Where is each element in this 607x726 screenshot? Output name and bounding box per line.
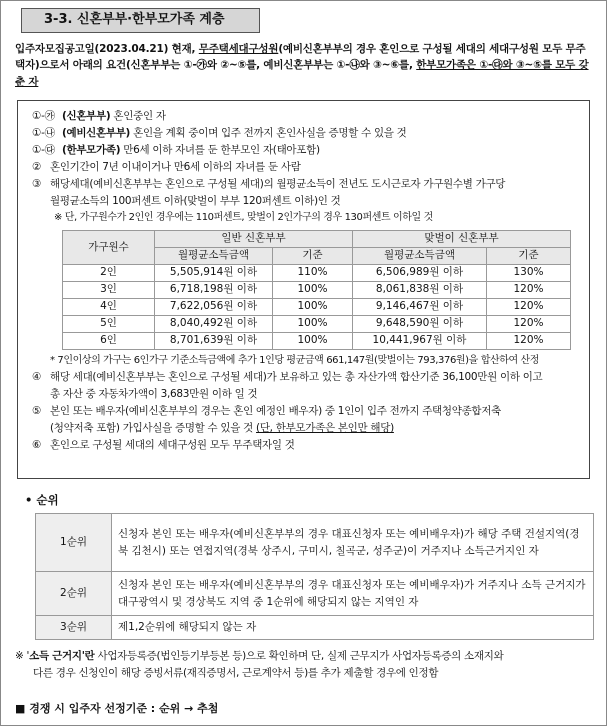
condition-1b (32, 125, 583, 142)
condition-text: 본인 또는 배우자(예비신혼부부의 경우는 혼인 예정인 배우자) 중 1인이 입주 전까지 주택청약종합저축 (50, 404, 501, 417)
dual-income: 9,648,590원 이하 (353, 315, 487, 332)
rank-description: 신청자 본인 또는 배우자(예비신혼부부의 경우 대표신청자 또는 예비배우자)가 해당 주택 건설지역(경북 김천시) 또는 연접지역(경북 상주시, 구미시, 칠곡군, 성주군)이 거주지나 소득근거지인 자 (112, 514, 594, 572)
table-row (63, 298, 571, 315)
header-dual-income-couple: 맞벌이 신혼부부 (353, 230, 571, 247)
table-row (63, 264, 571, 281)
general-criteria: 100% (273, 281, 353, 298)
general-income: 5,505,914원 이하 (155, 264, 273, 281)
condition-1a (32, 108, 583, 125)
selection-criteria-heading: ■ 경쟁 시 입주자 선정기준 : 순위 → 추첨 (15, 702, 219, 716)
intro-paragraph: 입주자모집공고일(2023.04.21) 현재, 무주택세대구성원(예비신혼부부의 경우 혼인으로 구성될 세대의 세대구성원 모두 무주택자)으로서 아래의 요건(신혼부부는 ①-㉮와 ②~⑤를, 예비신혼부부는 ①-㉯와 ③~⑥를, 한부모가족은 ①-㉰와 ③~⑤를 모두 갖춘 자 (15, 42, 589, 88)
condition-text: (신혼부부) 혼인중인 자 (62, 109, 166, 122)
rank-label: 2순위 (36, 572, 112, 616)
condition-3-note: ※ 단, 가구원수가 2인인 경우에는 110퍼센트, 맞벌이 2인가구의 경우 130퍼센트 이하일 것 (54, 211, 433, 223)
general-criteria: 100% (273, 298, 353, 315)
ranking-table (35, 513, 594, 640)
condition-3-continued: 월평균소득의 100퍼센트 이하(맞벌이 부부 120퍼센트 이하)인 것 (50, 194, 341, 207)
dual-criteria: 130% (487, 264, 571, 281)
condition-5 (32, 403, 583, 420)
footnote-line: 다른 경우 신청인이 해당 증빙서류(재직증명서, 근로계약서 등)를 추가 제출할 경우에 인정함 (33, 667, 439, 680)
dual-criteria: 120% (487, 315, 571, 332)
household-size: 4인 (63, 298, 155, 315)
household-size: 3인 (63, 281, 155, 298)
general-criteria: 100% (273, 315, 353, 332)
condition-5-continued: (청약저축 포함) 가입사실을 증명할 수 있을 것 (단, 한부모가족은 본인만 해당) (50, 421, 394, 434)
header-criteria: 기준 (487, 247, 571, 264)
dual-income: 10,441,967원 이하 (353, 332, 487, 349)
general-income: 7,622,056원 이하 (155, 298, 273, 315)
condition-4-continued: 총 자산 중 자동차가액이 3,683만원 이하 일 것 (50, 387, 258, 400)
household-size: 6인 (63, 332, 155, 349)
condition-mark: ⑤ (32, 404, 42, 417)
income-table (62, 230, 571, 350)
table-row (36, 616, 594, 640)
condition-mark: ⑥ (32, 438, 42, 451)
header-monthly-income: 월평균소득금액 (155, 247, 273, 264)
table-row (36, 572, 594, 616)
condition-mark: ② (32, 160, 42, 173)
dual-income: 6,506,989원 이하 (353, 264, 487, 281)
condition-4 (32, 369, 583, 386)
condition-text: (한부모가족) 만6세 이하 자녀를 둔 한부모인 자(태아포함) (62, 143, 320, 156)
seven-plus-household-note: * 7인이상의 가구는 6인가구 기준소득금액에 추가 1인당 평균금액 661,147원(맞벌이는 793,376원)을 합산하여 산정 (50, 354, 540, 366)
condition-mark: ①-㉯ (32, 126, 55, 139)
ranking-heading: • 순위 (25, 492, 59, 507)
general-income: 8,040,492원 이하 (155, 315, 273, 332)
section-title: 3-3. 신혼부부·한부모가족 계층 (21, 8, 260, 33)
header-general-couple: 일반 신혼부부 (155, 230, 353, 247)
condition-mark: ③ (32, 177, 42, 190)
dual-income: 8,061,838원 이하 (353, 281, 487, 298)
header-monthly-income: 월평균소득금액 (353, 247, 487, 264)
condition-text: (예비신혼부부) 혼인을 계획 중이며 입주 전까지 혼인사실을 증명할 수 있을 것 (62, 126, 407, 139)
condition-1c (32, 142, 583, 159)
condition-6 (32, 437, 583, 454)
conditions-box (17, 100, 590, 479)
rank-label: 3순위 (36, 616, 112, 640)
condition-mark: ①-㉰ (32, 143, 55, 156)
condition-mark: ④ (32, 370, 42, 383)
dual-criteria: 120% (487, 298, 571, 315)
condition-mark: ①-㉮ (32, 109, 55, 122)
table-row (63, 281, 571, 298)
general-income: 6,718,198원 이하 (155, 281, 273, 298)
dual-criteria: 120% (487, 281, 571, 298)
rank-label: 1순위 (36, 514, 112, 572)
general-criteria: 100% (273, 332, 353, 349)
condition-2 (32, 159, 583, 176)
income-base-footnote (15, 648, 594, 682)
header-criteria: 기준 (273, 247, 353, 264)
rank-description: 제1,2순위에 해당되지 않는 자 (112, 616, 594, 640)
dual-income: 9,146,467원 이하 (353, 298, 487, 315)
dual-criteria: 120% (487, 332, 571, 349)
condition-text: 해당세대(예비신혼부부는 혼인으로 구성될 세대)의 월평균소득이 전년도 도시근로자 가구원수별 가구당 (50, 177, 506, 190)
condition-text: 혼인으로 구성될 세대의 세대구성원 모두 무주택자일 것 (50, 438, 295, 451)
footnote-line: ※ '소득 근거지'란 사업자등록증(법인등기부등본 등)으로 확인하며 단, 실제 근무지가 사업자등록증의 소재지와 (15, 650, 504, 663)
general-income: 8,701,639원 이하 (155, 332, 273, 349)
table-row (63, 315, 571, 332)
household-size: 2인 (63, 264, 155, 281)
condition-text: 혼인기간이 7년 이내이거나 만6세 이하의 자녀를 둔 사람 (50, 160, 301, 173)
table-row (63, 332, 571, 349)
household-size: 5인 (63, 315, 155, 332)
condition-3 (32, 176, 583, 193)
condition-text: 해당 세대(예비신혼부부는 혼인으로 구성될 세대)가 보유하고 있는 총 자산가액 합산기준 36,100만원 이하 이고 (50, 370, 543, 383)
rank-description: 신청자 본인 또는 배우자(예비신혼부부의 경우 대표신청자 또는 예비배우자)가 거주지나 소득 근거지가 대구광역시 및 경상북도 지역 중 1순위에 해당되지 않는 지역인 자 (112, 572, 594, 616)
table-row (36, 514, 594, 572)
header-household-size: 가구원수 (63, 230, 155, 264)
general-criteria: 110% (273, 264, 353, 281)
